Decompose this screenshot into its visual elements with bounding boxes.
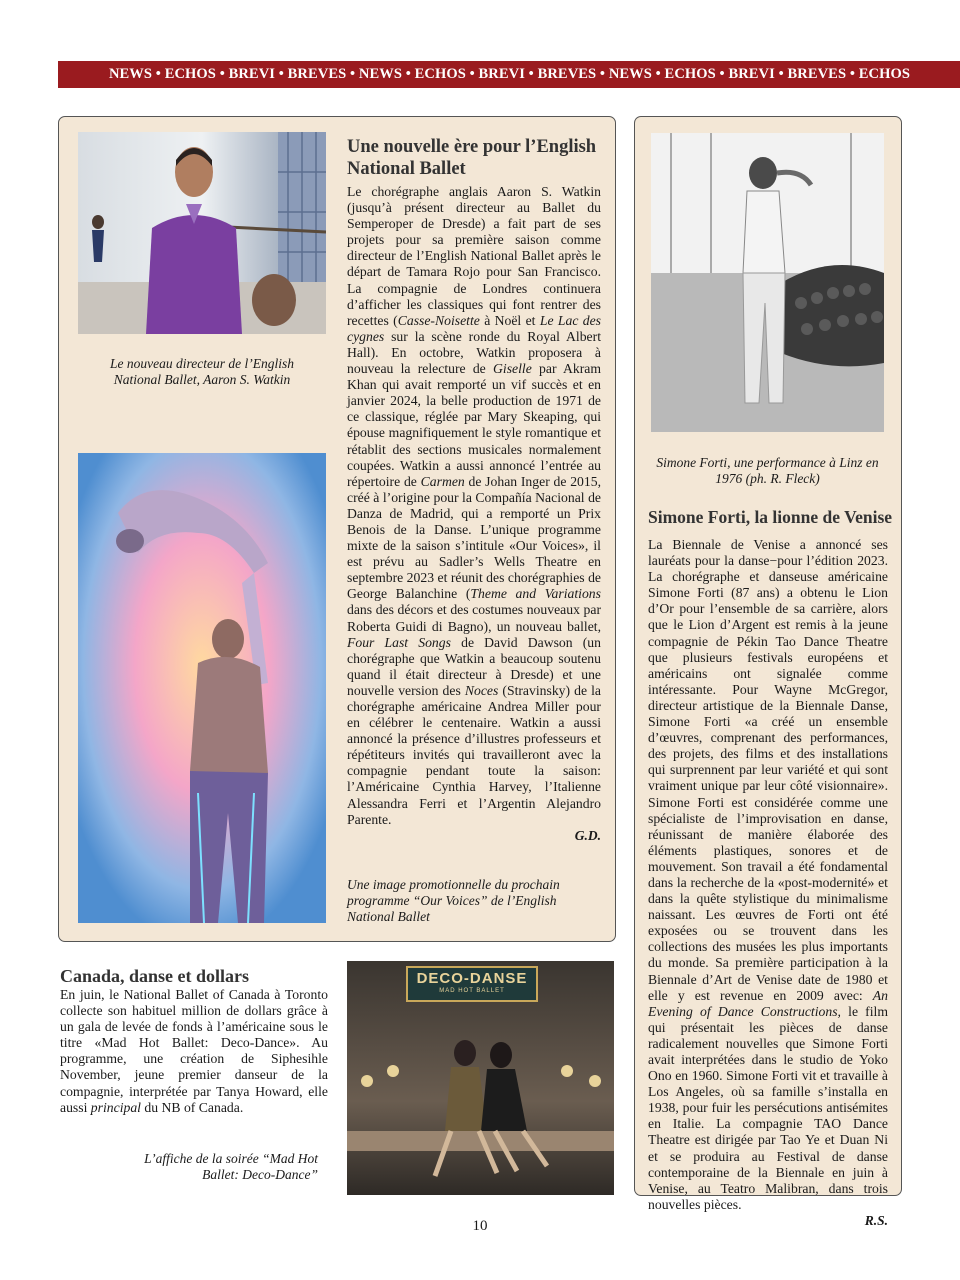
- poster-title: DECO-DANSE: [416, 970, 528, 987]
- forti-photo-caption: Simone Forti, une performance à Linz en 1976 (ph. R. Fleck): [656, 455, 879, 486]
- our-voices-caption: Une image promotionnelle du prochain programme “Our Voices” de l’English National Ballet: [347, 877, 560, 924]
- forti-article-title: Simone Forti, la lionne de Venise: [648, 507, 893, 527]
- enb-article-title: Une nouvelle ère pour l’English National Ballet: [347, 137, 597, 179]
- watkin-photo-caption: Le nouveau directeur de l’English National Ballet, Aaron S. Watkin: [110, 356, 294, 387]
- forti-photo: [651, 133, 884, 432]
- forti-article-body: La Biennale de Venise a annoncé ses lauréats pour la danse−pour l’édition 2023. La chorégraphe et danseuse américaine Simone Forti (87 ans) a obtenu le Lion d’Or pour l’ensemble de sa carrière, alors que le Lion d’Argent est remis à la jeune compagnie de Pékin Tao Dance Theatre que plusieurs festivals européens et américains ont signalée comme intéressante. Pour Wayne McGregor, directeur artistique de la Biennale Danse, Simone Forti «a créé un ensemble d’œuvres, comprenant des performances, des projets, des films et des installations qui surprennent par leur variété et qui sont vraiment unique par leur côté visionnaire». Simone Forti est considérée comme une spécialiste de l’improvisation en danse, réunissant de manière élaborée des éléments plastiques, sonores et de mouvement. Son travail a été fondamental dans la recherche de la «post-modernité» et dans la quête stylistique du minimalisme naissant. Les œuvres de Forti ont été exposées ou se trouvent dans les collections des musées les plus importants du monde. Sa première participation à la Biennale d’Art de Venise date de 1980 et elle y est revenue en 2009 avec: An Evening of Dance Constructions, le film qui présentait les pièces de danse radicalement nouvelles que Simone Forti avait interprétées dans le studio de Yoko Ono en 1960. Simone Forti vit et travaille à Los Angeles, où sa famille s’installa en 1938, pour fuir les persécutions antisémites en Italie. La compagnie TAO Dance Theatre est dirigée par Tao Ye et Duan Ni et se produira au Festival de danse contemporaine de la Biennale en juin à Venise, au Teatro Malibran, dans trois nouvelles pièces. R.S.: [648, 537, 888, 1228]
- our-voices-photo: [78, 453, 326, 923]
- enb-article-body: Le chorégraphe anglais Aaron S. Watkin (jusqu’à présent directeur au Ballet du Semperoper de Dresde) a fait part de ses projets pour sa première saison comme directeur de l’English National Ballet après le départ de Tamara Rojo pour San Francisco. La compagnie de Londres continuera d’afficher les classiques qui font rentrer des recettes (Casse-Noisette à Noël et Le Lac des cygnes sur la scène ronde du Royal Albert Hall). En octobre, Watkin proposera à nouveau la relecture de Giselle par Akram Khan qui avait remporté un vif succès et en janvier 2024, la belle production de 1971 de ce classique, réglée par Mary Skeaping, qui épouse magnifiquement le style romantique et rétablit des sections musicales normalement coupées. Watkin a aussi annoncé l’entrée au répertoire de Carmen de Johan Inger de 2015, créé à l’origine pour la Compañía Nacional de Danza de Madrid, qui a remporté un Prix Benois de la Danse. L’unique programme mixte de la saison s’intitule «Our Voices», il est prévu au Sadler’s Wells Theatre en septembre 2023 et réunit des chorégraphies de George Balanchine (Theme and Variations dans des décors et des costumes nouveaux par Roberta Guidi di Bagno), un nouveau ballet, Four Last Songs de David Dawson (un chorégraphe que Watkin a beaucoup soutenu quand il était directeur à Dresde) et une nouvelle version des Noces (Stravinsky) de la chorégraphe américaine Andrea Miller pour en célébrer le centenaire. Watkin a aussi annoncé la présence d’illustres professeurs et répétiteurs invités qui travailleront avec la compagnie pendant toute la saison: l’Américaine Cynthia Harvey, l’Italienne Alessandra Ferri et l’Argentin Alejandro Parente. G.D.: [347, 184, 602, 843]
- watkin-photo: [78, 132, 326, 334]
- deco-dance-poster: [347, 961, 614, 1195]
- forti-signature: R.S.: [864, 1212, 888, 1228]
- section-banner: NEWS • ECHOS • BREVI • BREVES • NEWS • ECHOS • BREVI • BREVES • NEWS • ECHOS • BREVI • BREVES • ECHOS: [58, 61, 960, 88]
- canada-article-body: En juin, le National Ballet of Canada à Toronto collecte son habituel million de dollars grâce à un gala de levée de fonds à l’américaine sous le titre «Mad Hot Ballet: Deco-Dance». Au programme, une création de Siphesihle November, jeune premier danseur de la compagnie, interprétée par Tanya Howard, elle aussi principal du NB of Canada.: [60, 987, 328, 1115]
- canada-article-title: Canada, danse et dollars: [60, 966, 250, 986]
- enb-signature: G.D.: [574, 827, 601, 843]
- poster-subtitle: MAD HOT BALLET: [439, 988, 505, 994]
- deco-dance-caption: L’affiche de la soirée “Mad Hot Ballet: Deco-Dance”: [144, 1151, 318, 1182]
- page-number: 10: [472, 1218, 488, 1234]
